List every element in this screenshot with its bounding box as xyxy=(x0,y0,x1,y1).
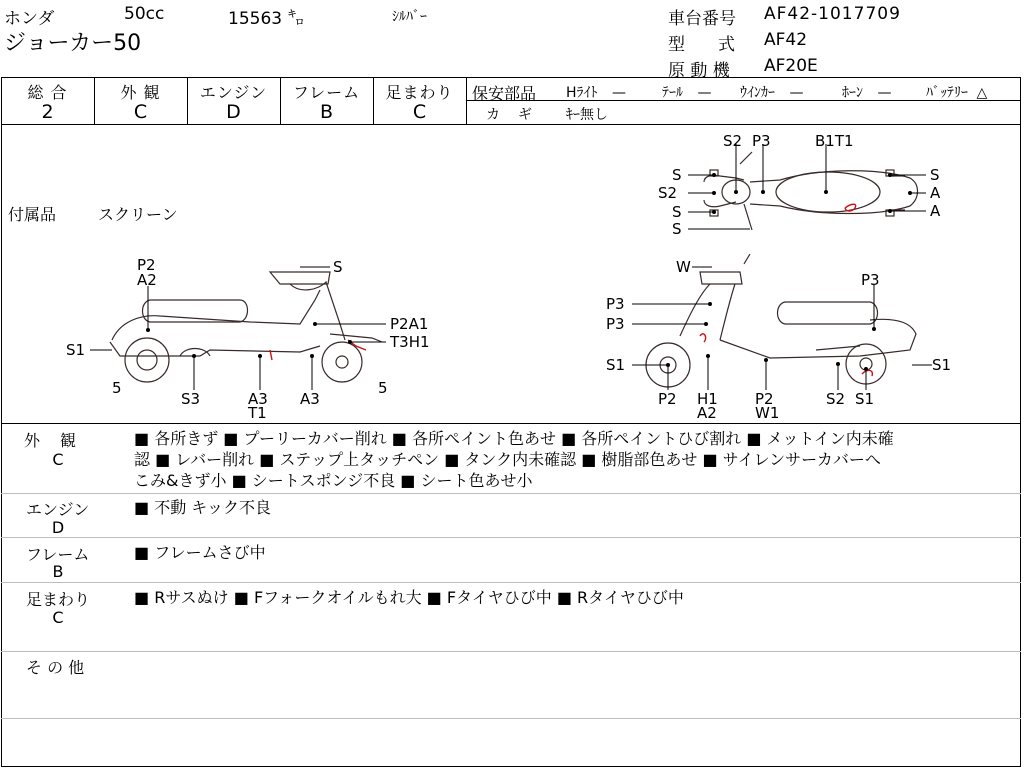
note-line: こみ&きず小 ■ シートスポンジ不良 ■ シート色あせ小 xyxy=(134,471,533,490)
diagram-label: S xyxy=(672,166,682,184)
grade-value-suspension: C xyxy=(412,101,427,123)
diagram-label: T1 xyxy=(248,404,267,422)
divider xyxy=(1,493,1021,494)
grade-value-overall: 2 xyxy=(41,101,54,123)
divider xyxy=(1,582,1021,583)
grade-value-frame: B xyxy=(319,101,334,123)
section-title-exterior: 外 観 xyxy=(24,431,79,450)
diagram-label: S2 xyxy=(723,132,743,150)
section-title-frame: フレーム xyxy=(26,545,90,564)
diagram-label: S2 xyxy=(658,184,678,202)
leader-lines xyxy=(90,144,932,390)
diagram-label: A2 xyxy=(697,404,717,422)
diagram-label: S xyxy=(930,166,940,184)
diagram-label: S1 xyxy=(932,356,952,374)
diagram-label: S2 xyxy=(826,390,846,408)
damage-mark xyxy=(862,370,872,376)
diagram-label: P2A1 xyxy=(390,315,429,333)
note-line: ■ 不動 キック不良 xyxy=(134,498,271,517)
diagram-label: S3 xyxy=(181,390,201,408)
color: ｼﾙﾊﾞｰ xyxy=(392,9,427,25)
safety-label: 保安部品 xyxy=(472,84,537,103)
grade-label-frame: フレーム xyxy=(292,83,361,102)
diagram-label: P2 xyxy=(137,256,156,274)
diagram-label: P3 xyxy=(606,315,625,333)
safety-item-headlight xyxy=(566,82,626,102)
section-grade-engine: D xyxy=(51,518,65,537)
section-title-suspension: 足まわり xyxy=(26,590,91,609)
divider xyxy=(1,718,1021,719)
grade-label-exterior: 外 観 xyxy=(120,83,161,102)
section-notes-exterior xyxy=(134,428,1019,491)
diagram-label: A xyxy=(930,184,941,202)
grade-value-engine: D xyxy=(226,101,241,123)
engine-value: AF20E xyxy=(764,56,818,76)
divider xyxy=(1,537,1021,538)
diagram-label: P3 xyxy=(606,295,625,313)
diagram-label: T3H1 xyxy=(390,333,430,351)
note-line: ■ 各所きず ■ プーリーカバー削れ ■ 各所ペイント色あせ ■ 各所ペイントひび割れ ■ メットイン内未確 xyxy=(134,429,894,448)
section-title-other: そ の 他 xyxy=(26,658,85,677)
diagram-label: P2 xyxy=(658,390,677,408)
note-line: ■ Rサスぬけ ■ Fフォークオイルもれ大 ■ Fタイヤひび中 ■ Rタイヤひび中 xyxy=(134,588,684,607)
diagram-label: S1 xyxy=(606,356,626,374)
displacement: 50cc xyxy=(124,4,165,24)
frame-no-label: 車台番号 xyxy=(668,9,736,29)
grade-label-overall: 総 合 xyxy=(27,83,68,102)
mileage: 15563 ㌔ xyxy=(228,9,305,29)
diagram-label: B1T1 xyxy=(815,132,854,150)
diagram-label: W xyxy=(676,258,691,276)
type-value: AF42 xyxy=(764,30,808,50)
safety-name: ﾎｰﾝ xyxy=(842,85,863,101)
section-grade-suspension: C xyxy=(52,608,64,627)
maker: ホンダ xyxy=(4,9,55,29)
safety-name: ｳｲﾝｶｰ xyxy=(740,85,775,101)
divider xyxy=(1,651,1021,652)
diagram-divider xyxy=(1,423,1021,424)
section-grade-exterior: C xyxy=(52,450,64,469)
key-value: ｷｰ無し xyxy=(566,107,608,123)
safety-name: Hﾗｲﾄ xyxy=(566,85,598,101)
frame-no: AF42-1017709 xyxy=(764,4,901,24)
safety-value: — xyxy=(877,85,892,101)
safety-value: — xyxy=(611,85,626,101)
model-name: ジョーカー50 xyxy=(4,31,142,56)
diagram-label: 5 xyxy=(378,379,388,397)
accessories-value: スクリーン xyxy=(98,205,178,224)
section-title-engine: エンジン xyxy=(26,500,90,519)
diagram-label: 5 xyxy=(112,379,122,397)
diagram-label: H1 xyxy=(697,390,718,408)
grade-value-exterior: C xyxy=(133,101,148,123)
grade-label-engine: エンジン xyxy=(199,83,268,102)
engine-label: 原 動 機 xyxy=(668,61,730,81)
diagram-label: S1 xyxy=(66,341,86,359)
section-notes-frame xyxy=(134,542,1019,563)
diagram-label: P3 xyxy=(752,132,771,150)
diagram-label: A xyxy=(930,202,941,220)
diagram-label: S xyxy=(672,203,682,221)
diagram-label: P2 xyxy=(755,390,774,408)
damage-mark xyxy=(700,334,706,342)
diagram-label: S xyxy=(672,220,682,238)
grade-label-suspension: 足まわり xyxy=(385,83,454,102)
safety-item-battery xyxy=(926,82,987,102)
safety-value: — xyxy=(697,85,712,101)
diagram-label: S xyxy=(333,258,343,276)
diagram-label: W1 xyxy=(755,404,780,422)
diagram-label: P3 xyxy=(861,271,880,289)
diagram-label: S1 xyxy=(855,390,875,408)
safety-value: △ xyxy=(976,85,988,101)
safety-item-winker xyxy=(740,82,803,102)
safety-name: ﾊﾞｯﾃﾘｰ xyxy=(926,85,968,101)
diagram-label: A2 xyxy=(137,271,157,289)
diagram-label: A3 xyxy=(300,390,320,408)
note-line: 認 ■ レバー削れ ■ ステップ上タッチペン ■ タンク内未確認 ■ 樹脂部色あせ ■ サイレンサーカバーへ xyxy=(134,450,881,469)
key-label: カ ギ xyxy=(486,107,534,123)
leader-dots xyxy=(146,173,912,371)
diagram-label: A3 xyxy=(248,390,268,408)
accessories-label: 付属品 xyxy=(8,205,57,224)
safety-value: — xyxy=(789,85,804,101)
section-notes-suspension xyxy=(134,587,1019,608)
section-grade-frame: B xyxy=(52,562,64,581)
safety-item-tail xyxy=(662,82,711,102)
safety-item-horn xyxy=(842,82,891,102)
type-label: 型 式 xyxy=(668,35,743,55)
note-line: ■ フレームさび中 xyxy=(134,543,266,562)
section-notes-engine xyxy=(134,497,1019,518)
safety-name: ﾃｰﾙ xyxy=(662,85,683,101)
